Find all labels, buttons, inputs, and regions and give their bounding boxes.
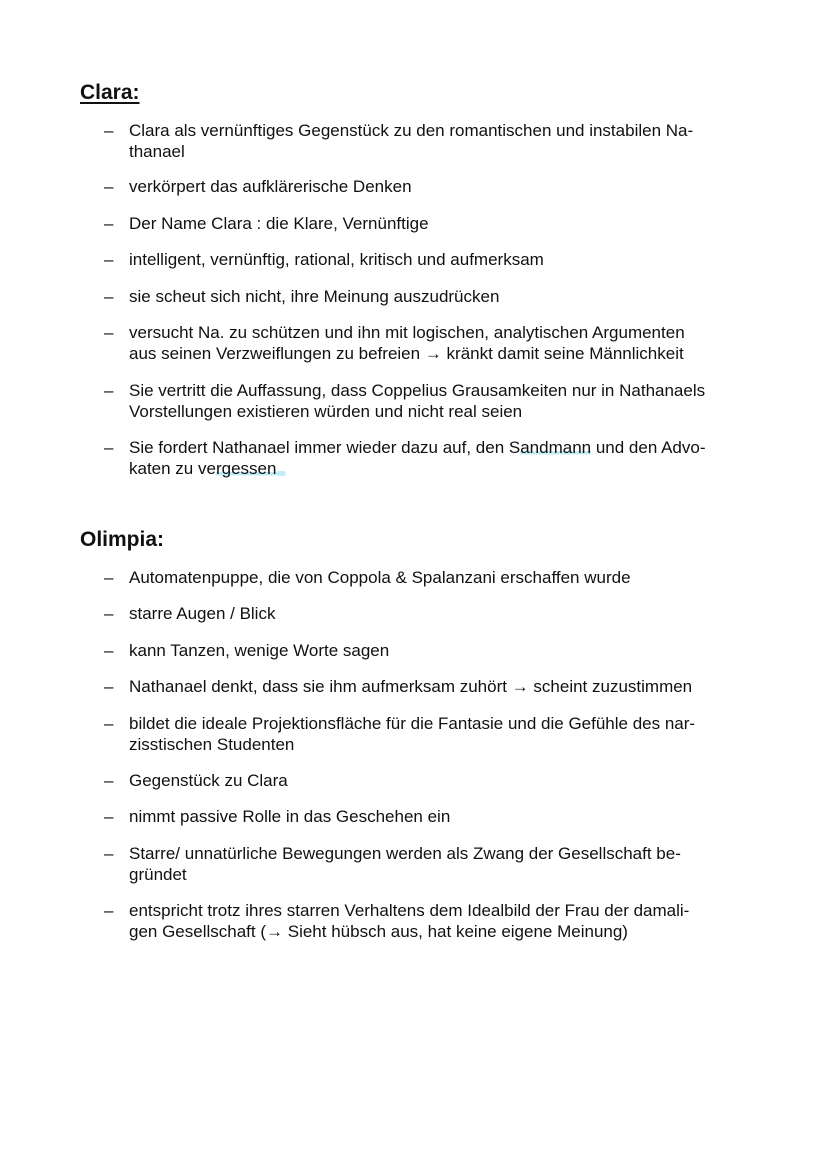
list-item-text: versucht Na. zu schützen und ihn mit logischen, analytischen Argumenten aus seinen Verzweiflungen zu befreien → kränkt damit seine Männlichkeit [129,323,685,363]
bullet-dash: – [104,250,114,269]
highlighter-mark: rgessen [215,459,277,478]
list-item-text [129,437,754,479]
list-item-text: Starre/ unnatürliche Bewegungen werden als Zwang der Gesellschaft be- gründet [129,844,681,884]
bullet-dash: – [104,677,114,696]
bullet-dash: – [104,287,114,306]
bullet-dash: – [104,177,114,196]
list-item-text: intelligent, vernünftig, rational, kritisch und aufmerksam [129,250,544,269]
list-item-text: Gegenstück zu Clara [129,771,288,790]
highlighter-stroke [276,471,286,476]
list-item-text: Automatenpuppe, die von Coppola & Spalanzani erschaffen wurde [129,568,631,587]
list-item-text: Nathanael denkt, dass sie ihm aufmerksam zuhört → scheint zuzustimmen [129,677,693,696]
bullet-dash: – [104,568,114,587]
text-part: Sie fordert Nathanael immer wieder dazu auf, den S [129,438,521,457]
section-title-clara: Clara: [80,81,140,104]
bullet-dash: – [104,438,114,457]
bullet-dash: – [104,121,114,140]
bullet-dash: – [104,901,114,920]
list-item-text: Sie vertritt die Auffassung, dass Coppelius Grausamkeiten nur in Nathanaels Vorstellungen existieren würden und nicht real seien [129,381,706,421]
text-part: und den Advo- katen zu ve [129,438,706,478]
bullet-dash: – [104,214,114,233]
list-item-text: Clara als vernünftiges Gegenstück zu den romantischen und instabilen Na- thanael [129,121,694,161]
bullet-dash: – [104,714,114,733]
bullet-dash: – [104,604,114,623]
list-item-text: Der Name Clara : die Klare, Vernünftige [129,214,429,233]
highlighter-mark: andmann [520,438,592,457]
bullet-dash: – [104,323,114,342]
list-item-text: kann Tanzen, wenige Worte sagen [129,641,390,660]
section-title-olimpia: Olimpia: [80,528,165,551]
list-item-text: verkörpert das aufklärerische Denken [129,177,412,196]
bullet-dash: – [104,807,114,826]
list-item-text: starre Augen / Blick [129,604,276,623]
list-item-text: entspricht trotz ihres starren Verhaltens dem Idealbild der Frau der damali- gen Gesellschaft (→ Sieht hübsch aus, hat keine eigene Meinung) [129,901,690,941]
bullet-dash: – [104,844,114,863]
bullet-dash: – [104,771,114,790]
bullet-dash: – [104,641,114,660]
list-item-text: sie scheut sich nicht, ihre Meinung auszudrücken [129,287,500,306]
list-item-text: nimmt passive Rolle in das Geschehen ein [129,807,451,826]
bullet-dash: – [104,381,114,400]
list-item-text: bildet die ideale Projektionsfläche für die Fantasie und die Gefühle des nar- zisstischen Studenten [129,714,696,754]
